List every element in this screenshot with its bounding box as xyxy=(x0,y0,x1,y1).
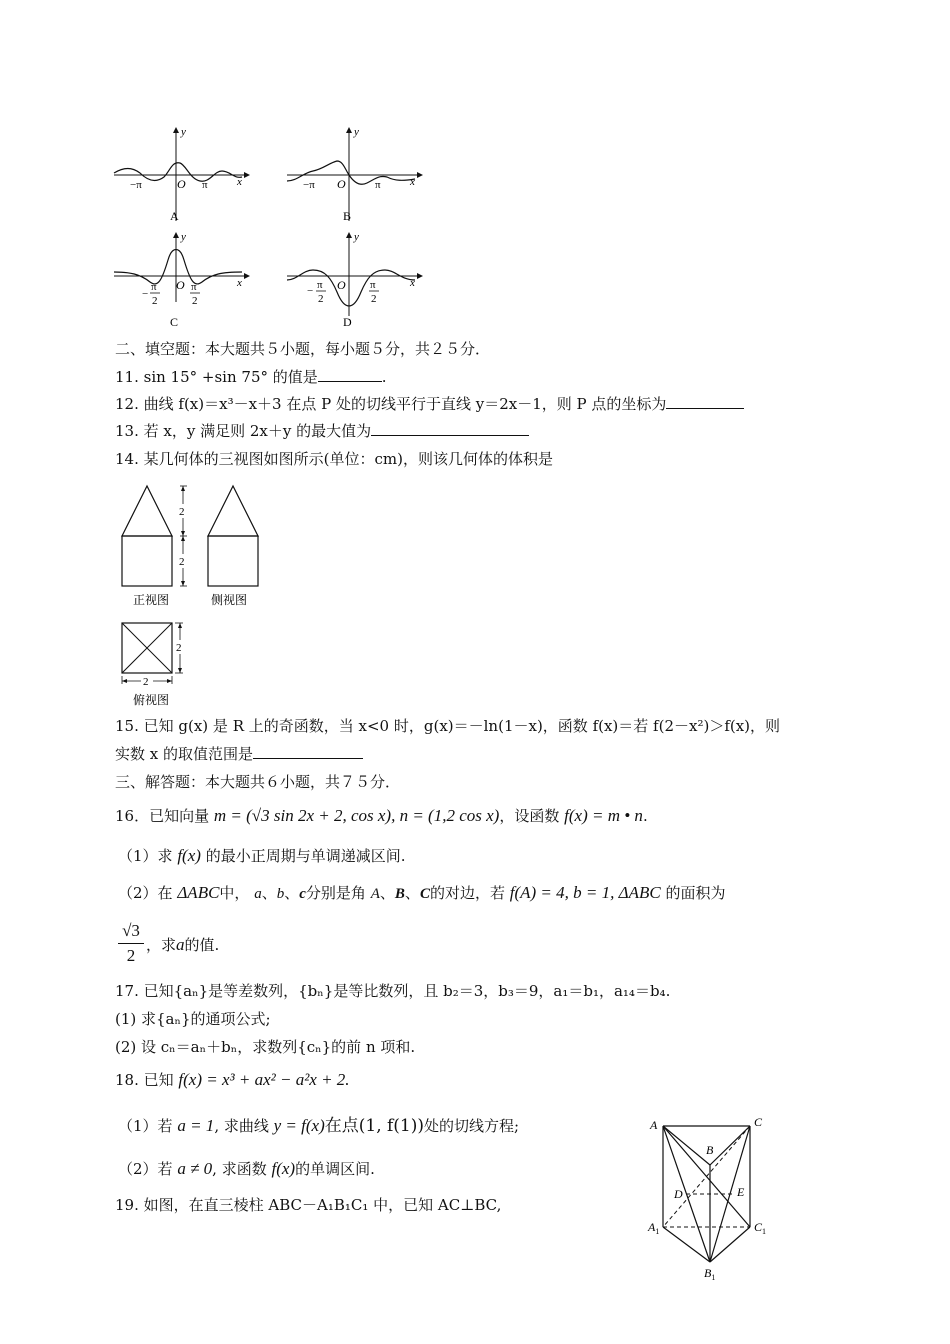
q16-part1 xyxy=(118,846,405,866)
q16-p2-a: a xyxy=(254,886,262,902)
q18-part1 xyxy=(118,1116,519,1136)
q16-part2 xyxy=(118,883,726,904)
prism-label-C1-sub: 1 xyxy=(762,1227,767,1236)
prism-label-C: C xyxy=(754,1115,763,1129)
q14: 14. 某几何体的三视图如图所示(单位：cm)，则该几何体的体积是 xyxy=(115,450,553,468)
q16-p2-mid: 中， xyxy=(219,884,250,902)
graph-c-pos-den: 2 xyxy=(192,295,198,307)
dim-square: 2 xyxy=(176,642,182,654)
graph-a-pos: π xyxy=(202,179,208,191)
graph-c-pos-num: π xyxy=(191,281,197,293)
q12-text: 12. 曲线 f(x)＝x³－x＋3 在点 P 处的切线平行于直线 y＝2x－1，则 P 点的坐标为 xyxy=(115,395,667,413)
section3-heading: 三、解答题：本大题共６小题，共７５分． xyxy=(115,773,401,791)
graph-a-label: A xyxy=(170,209,179,223)
graph-b-y: y xyxy=(354,126,359,138)
q16-vectors: m = (√3 sin 2x + 2, cos x), n = (1,2 cos x) xyxy=(213,806,500,825)
q16-p2-A: A xyxy=(370,886,380,902)
q16-fraction xyxy=(116,920,146,967)
three-view-figure xyxy=(115,478,275,710)
q18-p2-prefix: （2）若 xyxy=(118,1160,173,1178)
q16-p2-end-var: a xyxy=(176,935,185,954)
side-view-shape xyxy=(208,486,258,536)
prism-figure xyxy=(640,1110,770,1285)
q16-p2-sep3: 、 xyxy=(379,884,395,902)
graph-c-y: y xyxy=(181,231,186,243)
graph-c-neg-num: π xyxy=(151,281,157,293)
dim-bottom: 2 xyxy=(179,556,185,568)
graph-b xyxy=(283,125,423,225)
graph-c-neg-den: 2 xyxy=(152,295,158,307)
q16-p2-sep1: 、 xyxy=(261,884,277,902)
q15-blank xyxy=(253,744,363,759)
graph-d-neg-sign: − xyxy=(307,285,314,297)
q18-formula: f(x) = x³ + ax² − a²x + 2. xyxy=(178,1070,350,1089)
q17-line3: (2) 设 cₙ＝aₙ＋bₙ，求数列{cₙ}的前 n 项和. xyxy=(115,1038,416,1056)
q18-part2 xyxy=(118,1159,375,1179)
q18-p2-cond: a ≠ 0 xyxy=(177,1159,213,1178)
q13-blank xyxy=(371,421,529,436)
graph-c-neg-sign: − xyxy=(142,288,149,300)
q18-p2-mid: , 求函数 xyxy=(212,1160,267,1178)
front-view-caption: 正视图 xyxy=(133,593,170,607)
q16-p1-func: f(x) xyxy=(177,846,201,865)
graph-a-x: x xyxy=(237,176,242,188)
q16-p2-sep2: 、 xyxy=(284,884,300,902)
q19-text: 19. 如图，在直三棱柱 ABC－A₁B₁C₁ 中，已知 AC⊥BC, xyxy=(115,1196,502,1214)
prism-label-B1 xyxy=(704,1266,715,1282)
graph-d-y: y xyxy=(354,231,359,243)
graph-c-x: x xyxy=(237,277,242,289)
q16-p2-end-a: ，求 xyxy=(146,936,177,954)
prism-label-C1-main: C xyxy=(754,1220,763,1234)
graph-d-x: x xyxy=(410,277,415,289)
graph-d-neg-den: 2 xyxy=(318,293,324,305)
q16-p2-text2: 的对边，若 xyxy=(429,884,505,902)
q18-p1-cond: a = 1 xyxy=(177,1116,215,1135)
prism-label-A: A xyxy=(650,1118,658,1132)
dim-top: 2 xyxy=(179,506,185,518)
q16-function: f(x) = m • n xyxy=(564,806,643,825)
q16-p1-prefix: （1）求 xyxy=(118,847,173,865)
q18-p1-mid: , 求曲线 xyxy=(214,1117,269,1135)
q11 xyxy=(115,367,387,387)
q18-p1-point: 在点(1, f(1)) xyxy=(324,1116,425,1136)
q16-p2-B: B xyxy=(394,886,405,902)
dim-width: 2 xyxy=(143,676,149,688)
q12-blank xyxy=(666,394,744,409)
q16-p2-text3: 的面积为 xyxy=(665,884,726,902)
graph-a-y: y xyxy=(181,126,186,138)
q16-frac-bar xyxy=(118,943,144,944)
q16-p2-b: b xyxy=(276,886,285,902)
q16-p2-tri: ΔABC xyxy=(177,883,220,902)
q16-stem xyxy=(115,806,648,826)
prism-label-B1-sub: 1 xyxy=(711,1273,716,1282)
q18-p1-prefix: （1）若 xyxy=(118,1117,173,1135)
q13-text: 13. 若 x，y 满足则 2x＋y 的最大值为 xyxy=(115,422,372,440)
side-view-caption: 侧视图 xyxy=(211,593,248,607)
q16-p2-C: C xyxy=(419,886,430,902)
q15-line1: 15. 已知 g(x) 是 R 上的奇函数，当 x<0 时，g(x)＝－ln(1－x)，函数 f(x)＝若 f(2－x²)＞f(x)，则 xyxy=(115,717,781,735)
q16-p2-end-b: 的值. xyxy=(184,936,220,954)
graph-c-label: C xyxy=(170,315,179,329)
prism-label-A1-main: A xyxy=(648,1220,656,1234)
q16-p2-cond: f(A) = 4, b = 1, ΔABC xyxy=(509,883,661,902)
top-view-caption: 俯视图 xyxy=(133,693,170,707)
graph-d-pos-den: 2 xyxy=(371,293,377,305)
prism-label-C1 xyxy=(754,1220,766,1236)
graph-b-label: B xyxy=(343,209,352,223)
graph-c xyxy=(110,230,250,330)
prism-label-A1-sub: 1 xyxy=(655,1227,660,1236)
q18-p2-func: f(x) xyxy=(271,1159,296,1178)
graph-d-label: D xyxy=(343,315,352,329)
q17-line1: 17. 已知{aₙ}是等差数列，{bₙ}是等比数列，且 b₂＝3，b₃＝9，a₁＝b₁，a₁₄＝b₄. xyxy=(115,982,671,1000)
q16-part2-end xyxy=(146,935,219,955)
prism-label-B: B xyxy=(706,1143,714,1157)
prism-label-D: D xyxy=(674,1187,683,1201)
graph-d xyxy=(283,230,423,330)
q16-p2-c: c xyxy=(299,886,306,902)
q16-p2-text: 分别是角 xyxy=(305,884,366,902)
graph-a xyxy=(110,125,250,225)
graph-b-pos: π xyxy=(375,179,381,191)
graph-b-neg: −π xyxy=(303,179,315,191)
graph-d-pos-num: π xyxy=(370,279,376,291)
section2-heading: 二、填空题：本大题共５小题，每小题５分，共２５分． xyxy=(115,340,491,358)
q18-p1-end: 处的切线方程; xyxy=(424,1117,520,1135)
q13 xyxy=(115,421,529,441)
prism-label-A1 xyxy=(647,1220,659,1236)
q17-line2: (1) 求{aₙ}的通项公式; xyxy=(115,1010,271,1028)
prism-label-B1-main: B xyxy=(704,1266,712,1280)
q16-p2-sep4: 、 xyxy=(404,884,420,902)
q18-prefix: 18. 已知 xyxy=(115,1071,174,1089)
q16-p2-prefix: （2）在 xyxy=(118,884,173,902)
graph-b-origin: O xyxy=(337,177,346,191)
q11-text: 11. sin 15° +sin 75° 的值是 xyxy=(115,368,318,386)
graph-d-origin: O xyxy=(337,278,346,292)
q11-end: . xyxy=(381,368,387,386)
q16-end: . xyxy=(642,807,648,825)
q11-blank xyxy=(318,367,382,382)
front-view-shape xyxy=(122,486,172,536)
q16-p1-rest: 的最小正周期与单调递减区间. xyxy=(205,847,406,865)
q18-stem xyxy=(115,1070,350,1090)
q16-intro: 16．已知向量 xyxy=(115,807,210,825)
q16-mid: ，设函数 xyxy=(499,807,560,825)
q15-line2-text: 实数 x 的取值范围是 xyxy=(115,745,253,763)
q15-line2 xyxy=(115,744,363,764)
graph-b-x: x xyxy=(410,176,415,188)
q18-p2-end: 的单调区间. xyxy=(295,1160,375,1178)
graph-d-neg-num: π xyxy=(317,279,323,291)
graph-a-neg: −π xyxy=(130,179,142,191)
q12 xyxy=(115,394,744,414)
prism-label-E: E xyxy=(737,1185,745,1199)
q18-p1-curve: y = f(x) xyxy=(273,1116,325,1135)
q16-frac-num: √3 xyxy=(122,921,140,940)
graph-a-origin: O xyxy=(177,177,186,191)
q16-frac-den: 2 xyxy=(126,946,136,965)
graph-c-origin: O xyxy=(176,278,185,292)
